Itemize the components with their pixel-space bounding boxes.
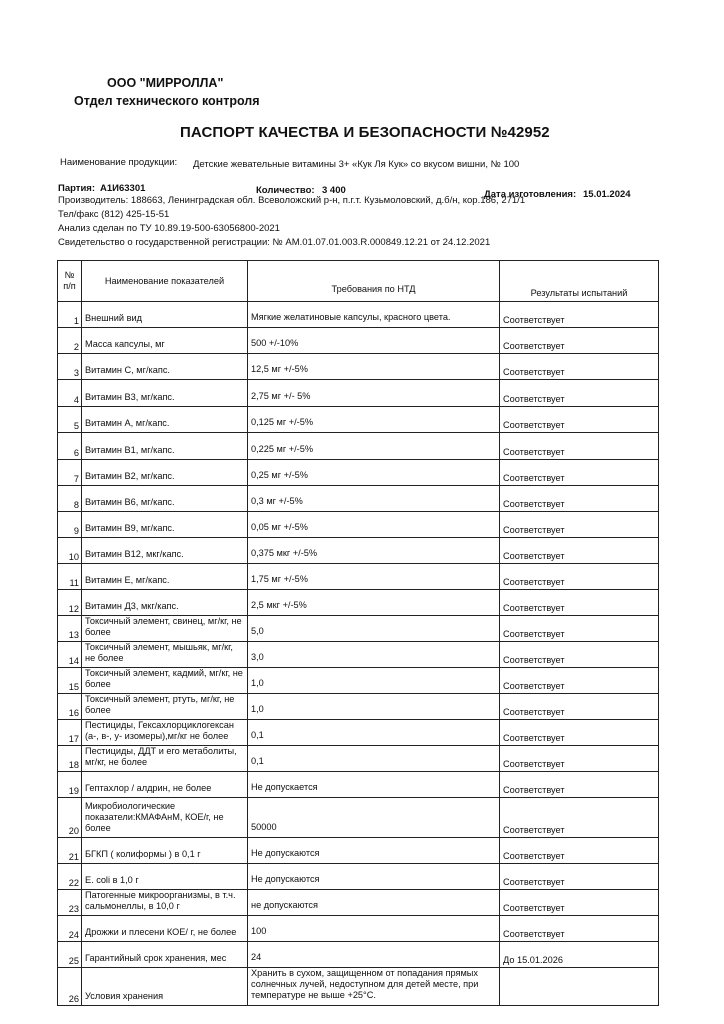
row-number: 7 bbox=[58, 460, 82, 486]
row-result: Соответствует bbox=[500, 486, 659, 512]
row-result: Соответствует bbox=[500, 864, 659, 890]
row-number: 10 bbox=[58, 538, 82, 564]
row-result: Соответствует bbox=[500, 512, 659, 538]
row-result: Соответствует bbox=[500, 720, 659, 746]
row-number: 16 bbox=[58, 694, 82, 720]
row-indicator: Внешний вид bbox=[82, 302, 248, 328]
row-number: 4 bbox=[58, 380, 82, 407]
table-row bbox=[58, 380, 659, 407]
row-result: Соответствует bbox=[500, 460, 659, 486]
row-indicator: Витамин А, мг/капс. bbox=[82, 407, 248, 433]
row-requirement: 0,3 мг +/-5% bbox=[248, 486, 500, 512]
registration-certificate: Свидетельство о государственной регистрации: № АМ.01.07.01.003.R.000849.12.21 от 24.12.2021 bbox=[58, 237, 491, 248]
row-number: 26 bbox=[58, 968, 82, 1006]
table-row bbox=[58, 772, 659, 798]
row-requirement: Хранить в сухом, защищенном от попадания прямых солнечных лучей, недоступном для детей месте, при температуре не выше +25°С. bbox=[248, 968, 500, 1006]
row-indicator: Масса капсулы, мг bbox=[82, 328, 248, 354]
row-requirement: 0,1 bbox=[248, 720, 500, 746]
table-header-row bbox=[58, 261, 659, 302]
document-title: ПАСПОРТ КАЧЕСТВА И БЕЗОПАСНОСТИ №42952 bbox=[180, 124, 550, 141]
row-indicator: Пестициды, Гексахлорциклогексан (а-, в-, у- изомеры),мг/кг не более bbox=[82, 720, 248, 746]
row-result: Соответствует bbox=[500, 328, 659, 354]
row-requirement: не допускаются bbox=[248, 890, 500, 916]
row-number: 6 bbox=[58, 433, 82, 460]
row-indicator: Условия хранения bbox=[82, 968, 248, 1006]
table-row bbox=[58, 694, 659, 720]
table-row bbox=[58, 890, 659, 916]
row-indicator: Витамин В2, мг/капс. bbox=[82, 460, 248, 486]
row-number: 11 bbox=[58, 564, 82, 590]
row-indicator: E. coli в 1,0 г bbox=[82, 864, 248, 890]
row-result: Соответствует bbox=[500, 838, 659, 864]
product-value: Детские жевательные витамины 3+ «Кук Ля Кук» со вкусом вишни, № 100 bbox=[193, 159, 520, 170]
row-number: 23 bbox=[58, 890, 82, 916]
company-name: ООО "МИРРОЛЛА" bbox=[107, 76, 224, 90]
row-result: Соответствует bbox=[500, 890, 659, 916]
row-result: Соответствует bbox=[500, 380, 659, 407]
quantity-value: 3 400 bbox=[322, 185, 346, 196]
row-indicator: Витамин Е, мг/капс. bbox=[82, 564, 248, 590]
analysis-standard: Анализ сделан по ТУ 10.89.19-500-63056800-2021 bbox=[58, 223, 280, 234]
row-result: Соответствует bbox=[500, 354, 659, 380]
date-value: 15.01.2024 bbox=[583, 189, 631, 200]
row-requirement: 0,225 мг +/-5% bbox=[248, 433, 500, 460]
row-indicator: Витамин В6, мг/капс. bbox=[82, 486, 248, 512]
row-indicator: Токсичный элемент, мышьяк, мг/кг, не более bbox=[82, 642, 248, 668]
product-label: Наименование продукции: bbox=[60, 157, 178, 168]
row-requirement: 50000 bbox=[248, 798, 500, 838]
row-result: Соответствует bbox=[500, 746, 659, 772]
row-requirement: 12,5 мг +/-5% bbox=[248, 354, 500, 380]
table-row bbox=[58, 942, 659, 968]
table-row bbox=[58, 512, 659, 538]
table-row bbox=[58, 798, 659, 838]
row-requirement: 1,75 мг +/-5% bbox=[248, 564, 500, 590]
row-result: Соответствует bbox=[500, 668, 659, 694]
table-row bbox=[58, 838, 659, 864]
row-number: 25 bbox=[58, 942, 82, 968]
row-number: 20 bbox=[58, 798, 82, 838]
row-number: 2 bbox=[58, 328, 82, 354]
row-result: Соответствует bbox=[500, 538, 659, 564]
row-result: Соответствует bbox=[500, 407, 659, 433]
row-result: Соответствует bbox=[500, 798, 659, 838]
quality-table bbox=[57, 260, 659, 1006]
row-requirement: Не допускаются bbox=[248, 864, 500, 890]
row-result bbox=[500, 968, 659, 1006]
row-number: 15 bbox=[58, 668, 82, 694]
row-number: 21 bbox=[58, 838, 82, 864]
header-name: Наименование показателей bbox=[82, 261, 248, 302]
table-row bbox=[58, 433, 659, 460]
row-requirement: 100 bbox=[248, 916, 500, 942]
row-indicator: Витамин В12, мкг/капс. bbox=[82, 538, 248, 564]
row-result: Соответствует bbox=[500, 772, 659, 798]
row-indicator: Гептахлор / алдрин, не более bbox=[82, 772, 248, 798]
row-number: 12 bbox=[58, 590, 82, 616]
table-row bbox=[58, 564, 659, 590]
row-requirement: 0,375 мкг +/-5% bbox=[248, 538, 500, 564]
header-results: Результаты испытаний bbox=[500, 261, 659, 302]
row-number: 17 bbox=[58, 720, 82, 746]
row-requirement: 0,125 мг +/-5% bbox=[248, 407, 500, 433]
row-indicator: Витамин В3, мг/капс. bbox=[82, 380, 248, 407]
table-row bbox=[58, 328, 659, 354]
header-requirements: Требования по НТД bbox=[248, 261, 500, 302]
row-requirement: 5,0 bbox=[248, 616, 500, 642]
row-requirement: 3,0 bbox=[248, 642, 500, 668]
table-row bbox=[58, 590, 659, 616]
table-row bbox=[58, 642, 659, 668]
row-requirement: 500 +/-10% bbox=[248, 328, 500, 354]
row-requirement: Не допускается bbox=[248, 772, 500, 798]
batch-label: Партия: bbox=[58, 183, 95, 194]
row-requirement: 2,75 мг +/- 5% bbox=[248, 380, 500, 407]
batch-value: А1И63301 bbox=[100, 183, 146, 194]
row-indicator: Витамин В1, мг/капс. bbox=[82, 433, 248, 460]
phone-fax: Тел/факс (812) 425-15-51 bbox=[58, 209, 170, 220]
row-requirement: Не допускаются bbox=[248, 838, 500, 864]
row-result: До 15.01.2026 bbox=[500, 942, 659, 968]
row-result: Соответствует bbox=[500, 590, 659, 616]
row-indicator: Патогенные микроорганизмы, в т.ч. сальмонеллы, в 10,0 г bbox=[82, 890, 248, 916]
row-requirement: 1,0 bbox=[248, 694, 500, 720]
row-number: 8 bbox=[58, 486, 82, 512]
row-indicator: Дрожжи и плесени КОЕ/ г, не более bbox=[82, 916, 248, 942]
row-result: Соответствует bbox=[500, 433, 659, 460]
header-number: № п/п bbox=[58, 261, 82, 302]
quantity-label: Количество: bbox=[256, 185, 315, 196]
row-requirement: 0,05 мг +/-5% bbox=[248, 512, 500, 538]
table-row bbox=[58, 616, 659, 642]
row-indicator: Витамин С, мг/капс. bbox=[82, 354, 248, 380]
row-number: 14 bbox=[58, 642, 82, 668]
row-indicator: Витамин Д3, мкг/капс. bbox=[82, 590, 248, 616]
table-row bbox=[58, 302, 659, 328]
row-result: Соответствует bbox=[500, 916, 659, 942]
row-number: 18 bbox=[58, 746, 82, 772]
table-row bbox=[58, 916, 659, 942]
row-result: Соответствует bbox=[500, 642, 659, 668]
row-result: Соответствует bbox=[500, 302, 659, 328]
table-row bbox=[58, 354, 659, 380]
table-row bbox=[58, 460, 659, 486]
row-requirement: 0,25 мг +/-5% bbox=[248, 460, 500, 486]
table-row bbox=[58, 668, 659, 694]
row-number: 1 bbox=[58, 302, 82, 328]
date-label: Дата изготовления: bbox=[484, 189, 577, 200]
row-number: 19 bbox=[58, 772, 82, 798]
table-row bbox=[58, 720, 659, 746]
row-number: 24 bbox=[58, 916, 82, 942]
row-number: 22 bbox=[58, 864, 82, 890]
row-indicator: Токсичный элемент, кадмий, мг/кг, не более bbox=[82, 668, 248, 694]
table-row bbox=[58, 968, 659, 1006]
row-indicator: Витамин В9, мг/капс. bbox=[82, 512, 248, 538]
row-result: Соответствует bbox=[500, 616, 659, 642]
table-row bbox=[58, 407, 659, 433]
row-result: Соответствует bbox=[500, 694, 659, 720]
row-number: 3 bbox=[58, 354, 82, 380]
row-indicator: Микробиологические показатели:КМАФАнМ, КОЕ/г, не более bbox=[82, 798, 248, 838]
table-row bbox=[58, 486, 659, 512]
row-requirement: Мягкие желатиновые капсулы, красного цвета. bbox=[248, 302, 500, 328]
row-requirement: 2,5 мкг +/-5% bbox=[248, 590, 500, 616]
table-row bbox=[58, 538, 659, 564]
table-row bbox=[58, 864, 659, 890]
row-number: 9 bbox=[58, 512, 82, 538]
manufacturer-address: Производитель: 188663, Ленинградская обл. Всеволожский р-н, п.г.т. Кузьмоловский, д.б/н, кор.186, 271/1 bbox=[58, 195, 526, 206]
row-result: Соответствует bbox=[500, 564, 659, 590]
row-requirement: 24 bbox=[248, 942, 500, 968]
row-indicator: Пестициды, ДДТ и его метаболиты, мг/кг, не более bbox=[82, 746, 248, 772]
row-indicator: Гарантийный срок хранения, мес bbox=[82, 942, 248, 968]
row-number: 13 bbox=[58, 616, 82, 642]
row-indicator: Токсичный элемент, ртуть, мг/кг, не более bbox=[82, 694, 248, 720]
row-number: 5 bbox=[58, 407, 82, 433]
row-requirement: 1,0 bbox=[248, 668, 500, 694]
row-requirement: 0,1 bbox=[248, 746, 500, 772]
row-indicator: БГКП ( колиформы ) в 0,1 г bbox=[82, 838, 248, 864]
table-row bbox=[58, 746, 659, 772]
department-name: Отдел технического контроля bbox=[74, 94, 260, 108]
row-indicator: Токсичный элемент, свинец, мг/кг, не более bbox=[82, 616, 248, 642]
